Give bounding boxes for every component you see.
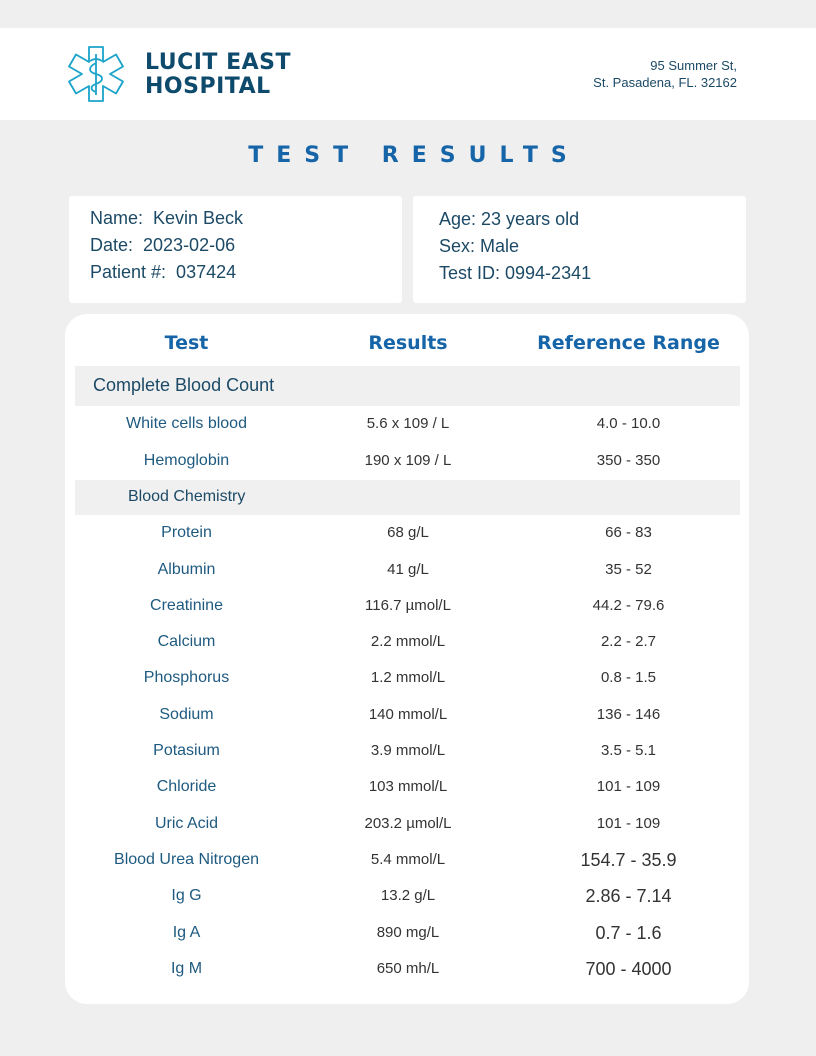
reference-range: 66 - 83	[605, 524, 652, 541]
hospital-name	[145, 51, 291, 99]
table-row	[65, 955, 749, 983]
test-result: 103 mmol/L	[368, 778, 448, 795]
reference-range: 136 - 146	[596, 706, 661, 723]
test-name: Ig G	[171, 887, 202, 904]
table-row	[65, 592, 749, 620]
table-row	[65, 628, 749, 656]
reference-range: 0.8 - 1.5	[600, 669, 657, 686]
test-date: Date: 2023-02-06	[90, 235, 236, 255]
test-result: 203.2 µmol/L	[364, 815, 452, 832]
medical-caduceus-star-icon	[66, 45, 126, 103]
reference-range: 0.7 - 1.6	[595, 923, 662, 943]
test-result: 2.2 mmol/L	[370, 633, 446, 650]
test-result: 5.4 mmol/L	[370, 851, 446, 868]
hospital-address	[593, 57, 737, 91]
test-result: 650 mh/L	[376, 960, 440, 977]
hospital-header	[0, 28, 816, 120]
test-name: Sodium	[159, 706, 214, 723]
reference-range: 350 - 350	[596, 452, 661, 469]
address-line2: St. Pasadena, FL. 32162	[593, 75, 737, 90]
table-row	[65, 447, 749, 475]
test-result: 116.7 µmol/L	[365, 597, 451, 614]
table-row	[65, 810, 749, 838]
test-name: Creatinine	[150, 597, 223, 614]
column-header-reference-range: Reference Range	[537, 332, 720, 354]
test-name: Calcium	[157, 633, 216, 650]
table-row	[65, 701, 749, 729]
table-row	[65, 773, 749, 801]
page-title: TEST RESULTS	[248, 143, 580, 168]
reference-range: 101 - 109	[596, 815, 661, 832]
hospital-name-line1: LUCIT EAST	[145, 50, 292, 75]
test-name: Phosphorus	[143, 669, 230, 686]
table-row	[65, 519, 749, 547]
section-label: Blood Chemistry	[128, 488, 246, 505]
column-header-results: Results	[368, 332, 448, 354]
test-name: Protein	[161, 524, 212, 541]
test-result: 13.2 g/L	[380, 887, 436, 904]
test-name: Ig M	[170, 960, 203, 977]
test-result: 140 mmol/L	[368, 706, 448, 723]
test-name: Blood Urea Nitrogen	[114, 851, 259, 868]
section-blood-chemistry	[75, 480, 740, 515]
test-id: Test ID: 0994-2341	[439, 263, 592, 283]
reference-range: 101 - 109	[596, 778, 661, 795]
test-result: 190 x 109 / L	[364, 452, 452, 469]
patient-number: Patient #: 037424	[90, 262, 237, 282]
hospital-name-line2: HOSPITAL	[145, 74, 271, 99]
reference-range: 4.0 - 10.0	[596, 415, 661, 432]
patient-age: Age: 23 years old	[439, 209, 580, 229]
table-row	[65, 882, 749, 910]
patient-name: Name: Kevin Beck	[90, 208, 244, 228]
address-line1: 95 Summer St,	[650, 58, 737, 73]
test-result: 5.6 x 109 / L	[366, 415, 450, 432]
test-name: Albumin	[157, 561, 216, 578]
section-label: Complete Blood Count	[93, 375, 275, 395]
reference-range: 2.86 - 7.14	[585, 886, 672, 906]
reference-range: 700 - 4000	[585, 959, 672, 979]
section-complete-blood-count	[75, 366, 740, 406]
table-row	[65, 664, 749, 692]
results-table	[65, 314, 749, 1004]
table-row	[65, 846, 749, 874]
patient-details-card	[413, 196, 746, 303]
patient-sex: Sex: Male	[439, 236, 520, 256]
reference-range: 44.2 - 79.6	[592, 597, 665, 614]
test-result: 3.9 mmol/L	[370, 742, 446, 759]
test-result: 890 mg/L	[376, 924, 440, 941]
table-row	[65, 737, 749, 765]
test-name: Hemoglobin	[143, 452, 230, 469]
patient-info-card	[69, 196, 402, 303]
table-row	[65, 919, 749, 947]
test-name: White cells blood	[126, 415, 247, 432]
test-result: 68 g/L	[387, 524, 429, 541]
reference-range: 3.5 - 5.1	[600, 742, 657, 759]
test-result: 41 g/L	[387, 561, 429, 578]
test-name: Uric Acid	[154, 815, 219, 832]
column-header-test: Test	[164, 332, 209, 354]
table-row	[65, 556, 749, 584]
test-name: Potasium	[153, 742, 220, 759]
reference-range: 35 - 52	[605, 561, 652, 578]
test-name: Ig A	[172, 924, 201, 941]
table-row	[65, 410, 749, 438]
reference-range: 154.7 - 35.9	[580, 850, 677, 870]
test-name: Chloride	[156, 778, 217, 795]
reference-range: 2.2 - 2.7	[600, 633, 657, 650]
test-result: 1.2 mmol/L	[370, 669, 446, 686]
